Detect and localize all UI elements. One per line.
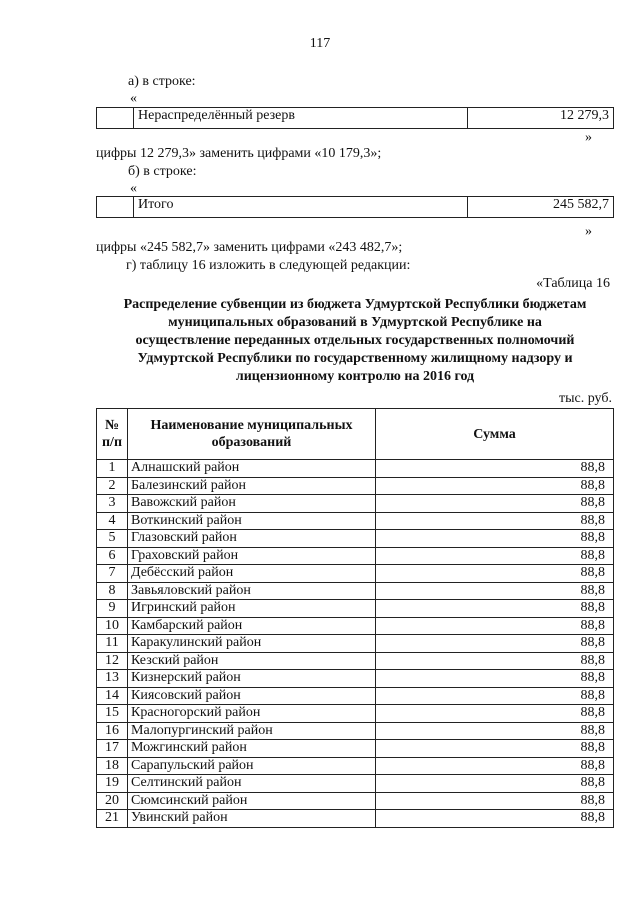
units-label: тыс. руб. xyxy=(559,391,612,406)
replacement-a: цифры 12 279,3» заменить цифрами «10 179,3»; xyxy=(96,146,382,161)
row-number: 19 xyxy=(97,775,128,793)
row-sum: 88,8 xyxy=(376,810,614,828)
row-sum: 88,8 xyxy=(376,477,614,495)
row-name: Каракулинский район xyxy=(128,635,376,653)
empty-cell xyxy=(97,197,134,218)
row-number: 14 xyxy=(97,687,128,705)
open-quote: « xyxy=(130,181,137,196)
header-name-line1: Наименование муниципальных xyxy=(150,418,353,433)
row-number: 10 xyxy=(97,617,128,635)
row-number: 11 xyxy=(97,635,128,653)
table-row xyxy=(97,792,614,810)
row-sum: 88,8 xyxy=(376,652,614,670)
amendment-a-intro: а) в строке: xyxy=(128,74,196,89)
table-row xyxy=(97,600,614,618)
row-value: 245 582,7 xyxy=(468,197,614,218)
table-row xyxy=(97,617,614,635)
row-number: 12 xyxy=(97,652,128,670)
close-quote: » xyxy=(585,224,592,239)
row-name: Нераспределённый резерв xyxy=(134,108,468,129)
row-number: 13 xyxy=(97,670,128,688)
row-number: 17 xyxy=(97,740,128,758)
row-number: 5 xyxy=(97,530,128,548)
row-sum: 88,8 xyxy=(376,460,614,478)
table-row xyxy=(97,810,614,828)
row-name: Сарапульский район xyxy=(128,757,376,775)
row-sum: 88,8 xyxy=(376,740,614,758)
row-sum: 88,8 xyxy=(376,582,614,600)
row-sum: 88,8 xyxy=(376,635,614,653)
table-row xyxy=(97,460,614,478)
row-name: Алнашский район xyxy=(128,460,376,478)
row-name: Граховский район xyxy=(128,547,376,565)
row-name: Кезский район xyxy=(128,652,376,670)
row-sum: 88,8 xyxy=(376,722,614,740)
row-name: Воткинский район xyxy=(128,512,376,530)
header-number-line2: п/п xyxy=(101,435,123,450)
row-number: 8 xyxy=(97,582,128,600)
amendment-g-intro: г) таблицу 16 изложить в следующей редакции: xyxy=(126,258,411,273)
header-sum: Сумма xyxy=(376,409,614,460)
table-row xyxy=(97,477,614,495)
row-sum: 88,8 xyxy=(376,757,614,775)
row-value: 12 279,3 xyxy=(468,108,614,129)
row-number: 2 xyxy=(97,477,128,495)
table-row xyxy=(97,722,614,740)
row-name: Малопургинский район xyxy=(128,722,376,740)
table-row xyxy=(97,582,614,600)
row-sum: 88,8 xyxy=(376,792,614,810)
header-name xyxy=(128,409,376,460)
row-name: Балезинский район xyxy=(128,477,376,495)
row-number: 21 xyxy=(97,810,128,828)
row-sum: 88,8 xyxy=(376,547,614,565)
table-row xyxy=(97,740,614,758)
row-number: 9 xyxy=(97,600,128,618)
amendment-a-row-table xyxy=(96,107,614,129)
heading-line: лицензионному контролю на 2016 год xyxy=(235,369,475,384)
row-sum: 88,8 xyxy=(376,670,614,688)
table-header-row xyxy=(97,409,614,460)
row-name: Селтинский район xyxy=(128,775,376,793)
row-sum: 88,8 xyxy=(376,705,614,723)
row-name: Сюмсинский район xyxy=(128,792,376,810)
amendment-b-row-table xyxy=(96,196,614,218)
table-row xyxy=(97,652,614,670)
table-row xyxy=(97,512,614,530)
row-sum: 88,8 xyxy=(376,530,614,548)
heading-line: Распределение субвенции из бюджета Удмуртской Республики бюджетам xyxy=(123,297,587,312)
heading-line: осуществление переданных отдельных государственных полномочий xyxy=(135,333,575,348)
header-number-line1: № xyxy=(104,418,120,433)
row-sum: 88,8 xyxy=(376,495,614,513)
header-number xyxy=(97,409,128,460)
table-row xyxy=(97,775,614,793)
row-name: Красногорский район xyxy=(128,705,376,723)
row-name: Игринский район xyxy=(128,600,376,618)
subvention-table xyxy=(96,408,614,828)
row-name: Вавожский район xyxy=(128,495,376,513)
table-label: «Таблица 16 xyxy=(536,276,610,291)
row-name: Завьяловский район xyxy=(128,582,376,600)
row-name: Дебёсский район xyxy=(128,565,376,583)
table-row xyxy=(97,635,614,653)
row-number: 18 xyxy=(97,757,128,775)
row-number: 4 xyxy=(97,512,128,530)
row-name: Можгинский район xyxy=(128,740,376,758)
table-row xyxy=(97,705,614,723)
row-sum: 88,8 xyxy=(376,600,614,618)
table-heading xyxy=(90,296,620,386)
close-quote: » xyxy=(585,130,592,145)
row-sum: 88,8 xyxy=(376,617,614,635)
table-row xyxy=(97,757,614,775)
replacement-b: цифры «245 582,7» заменить цифрами «243 482,7»; xyxy=(96,240,403,255)
row-number: 20 xyxy=(97,792,128,810)
heading-line: муниципальных образований в Удмуртской Республике на xyxy=(168,315,542,330)
row-sum: 88,8 xyxy=(376,687,614,705)
row-sum: 88,8 xyxy=(376,775,614,793)
table-row xyxy=(97,670,614,688)
empty-cell xyxy=(97,108,134,129)
row-name: Киясовский район xyxy=(128,687,376,705)
row-sum: 88,8 xyxy=(376,512,614,530)
table-row xyxy=(97,530,614,548)
row-number: 1 xyxy=(97,460,128,478)
table-row xyxy=(97,687,614,705)
page-number: 117 xyxy=(309,36,331,51)
row-name: Камбарский район xyxy=(128,617,376,635)
row-number: 15 xyxy=(97,705,128,723)
row-name: Итого xyxy=(134,197,468,218)
row-name: Глазовский район xyxy=(128,530,376,548)
row-number: 7 xyxy=(97,565,128,583)
row-number: 3 xyxy=(97,495,128,513)
header-name-line2: образований xyxy=(211,435,292,450)
table-row xyxy=(97,565,614,583)
row-number: 6 xyxy=(97,547,128,565)
row-sum: 88,8 xyxy=(376,565,614,583)
table-row xyxy=(97,547,614,565)
row-name: Увинский район xyxy=(128,810,376,828)
open-quote: « xyxy=(130,91,137,106)
table-row xyxy=(97,495,614,513)
heading-line: Удмуртской Республики по государственному жилищному надзору и xyxy=(137,351,573,366)
row-name: Кизнерский район xyxy=(128,670,376,688)
row-number: 16 xyxy=(97,722,128,740)
amendment-b-intro: б) в строке: xyxy=(128,164,197,179)
